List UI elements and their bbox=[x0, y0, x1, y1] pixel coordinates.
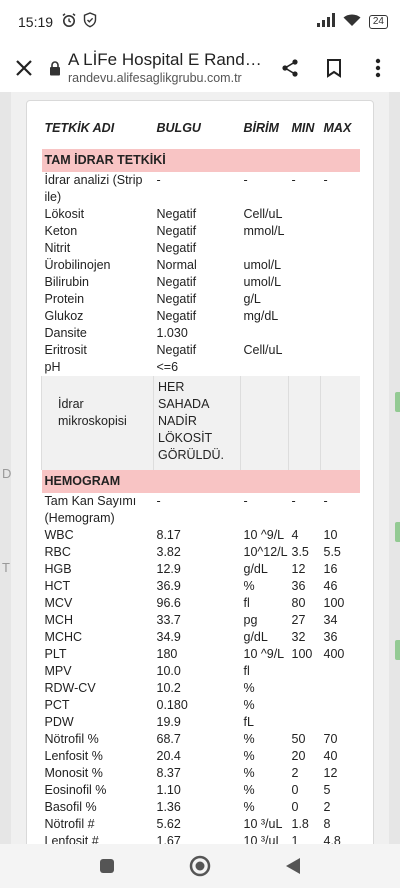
test-name: Dansite bbox=[44, 326, 87, 340]
test-min bbox=[289, 325, 321, 342]
table-row bbox=[42, 731, 360, 748]
test-result: 12.9 bbox=[156, 562, 181, 576]
test-result: Negatif bbox=[156, 207, 197, 221]
table-body bbox=[42, 149, 360, 844]
test-min: 50 bbox=[291, 732, 306, 746]
right-page-edge bbox=[389, 92, 400, 844]
edge-tab bbox=[395, 392, 400, 412]
test-result: 33.7 bbox=[156, 613, 181, 627]
test-max bbox=[321, 325, 360, 342]
test-unit: g/L bbox=[243, 292, 261, 306]
test-result: - bbox=[156, 173, 161, 187]
sub-empty-cell bbox=[321, 376, 360, 470]
test-max: 40 bbox=[323, 749, 338, 763]
test-unit: g/dL bbox=[243, 562, 268, 576]
test-name: Glukoz bbox=[44, 309, 84, 323]
test-result: 36.9 bbox=[156, 579, 181, 593]
test-max bbox=[321, 257, 360, 274]
test-unit: - bbox=[243, 173, 248, 187]
test-min bbox=[289, 274, 321, 291]
test-min bbox=[289, 359, 321, 376]
test-max: 16 bbox=[323, 562, 338, 576]
test-max bbox=[321, 308, 360, 325]
test-max: 400 bbox=[323, 647, 345, 661]
test-min bbox=[289, 206, 321, 223]
test-min: 100 bbox=[291, 647, 313, 661]
section-header bbox=[42, 149, 360, 172]
sub-empty-cell bbox=[241, 376, 289, 470]
test-min bbox=[289, 680, 321, 697]
test-max bbox=[321, 663, 360, 680]
test-name: PLT bbox=[44, 647, 67, 661]
test-min bbox=[289, 240, 321, 257]
table-row bbox=[42, 782, 360, 799]
test-result: Negatif bbox=[156, 343, 197, 357]
edge-letter: T bbox=[2, 560, 10, 575]
status-time: 15:19 bbox=[18, 14, 54, 30]
header-max: MAX bbox=[323, 121, 352, 135]
test-max: 5.5 bbox=[323, 545, 341, 559]
shield-check-icon bbox=[83, 12, 97, 33]
test-min bbox=[289, 714, 321, 731]
test-min bbox=[289, 697, 321, 714]
test-name: Nötrofil # bbox=[44, 817, 95, 831]
test-result: - bbox=[156, 494, 161, 508]
test-unit: % bbox=[243, 749, 255, 763]
section-title: TAM İDRAR TETKİKİ bbox=[42, 149, 360, 172]
bookmark-icon[interactable] bbox=[312, 44, 356, 92]
test-max: 34 bbox=[323, 613, 338, 627]
test-name: Lenfosit # bbox=[44, 834, 99, 844]
table-row bbox=[42, 544, 360, 561]
sub-test-result: HER SAHADA NADİR LÖKOSİT GÖRÜLDÜ. bbox=[154, 376, 241, 470]
test-max bbox=[321, 291, 360, 308]
test-name: PDW bbox=[44, 715, 74, 729]
test-min: 3.5 bbox=[291, 545, 309, 559]
table-row bbox=[42, 291, 360, 308]
edge-tab bbox=[395, 522, 400, 542]
table-row bbox=[42, 206, 360, 223]
test-max: - bbox=[323, 173, 328, 187]
table-row bbox=[42, 765, 360, 782]
page-viewport[interactable] bbox=[0, 92, 400, 844]
table-header-row bbox=[42, 114, 360, 149]
table-row bbox=[42, 240, 360, 257]
test-min: - bbox=[291, 494, 296, 508]
test-name: Bilirubin bbox=[44, 275, 89, 289]
test-name: MPV bbox=[44, 664, 72, 678]
test-max: 46 bbox=[323, 579, 338, 593]
test-unit: 10 ³/uL bbox=[243, 834, 283, 844]
test-min: 36 bbox=[291, 579, 306, 593]
table-row bbox=[42, 561, 360, 578]
test-result: 1.67 bbox=[156, 834, 181, 844]
test-unit: g/dL bbox=[243, 630, 268, 644]
home-circle-icon[interactable] bbox=[180, 846, 220, 886]
header-result: BULGU bbox=[156, 121, 201, 135]
table-row bbox=[42, 527, 360, 544]
test-max bbox=[321, 714, 360, 731]
test-unit: umol/L bbox=[243, 275, 282, 289]
test-unit: % bbox=[243, 783, 255, 797]
test-name: Lökosit bbox=[44, 207, 85, 221]
test-unit: Cell/uL bbox=[243, 207, 283, 221]
test-unit: mg/dL bbox=[243, 309, 279, 323]
test-min: 20 bbox=[291, 749, 306, 763]
test-name: Eritrosit bbox=[44, 343, 87, 357]
test-unit bbox=[241, 325, 289, 342]
table-row bbox=[42, 748, 360, 765]
table-row bbox=[42, 646, 360, 663]
test-unit: fl bbox=[243, 596, 250, 610]
test-unit: fl bbox=[243, 664, 250, 678]
test-min bbox=[289, 291, 321, 308]
test-min: 32 bbox=[291, 630, 306, 644]
test-name: Basofil % bbox=[44, 800, 97, 814]
table-row bbox=[42, 359, 360, 376]
browser-toolbar bbox=[0, 44, 400, 92]
test-unit bbox=[241, 240, 289, 257]
test-unit: 10^12/L bbox=[243, 545, 288, 559]
test-name: HCT bbox=[44, 579, 71, 593]
table-row bbox=[42, 172, 360, 206]
test-unit: % bbox=[243, 681, 255, 695]
test-unit: % bbox=[243, 800, 255, 814]
header-min: MIN bbox=[291, 121, 315, 135]
battery-icon: 24 bbox=[369, 15, 388, 29]
test-min: 0 bbox=[291, 783, 299, 797]
test-min bbox=[289, 223, 321, 240]
test-unit: Cell/uL bbox=[243, 343, 283, 357]
results-table bbox=[41, 114, 360, 844]
table-row bbox=[42, 663, 360, 680]
recents-square-icon[interactable] bbox=[87, 846, 127, 886]
sub-test-name: İdrar mikroskopisi bbox=[42, 376, 154, 470]
test-name: Protein bbox=[44, 292, 85, 306]
test-result: Negatif bbox=[156, 275, 197, 289]
test-min: 2 bbox=[291, 766, 299, 780]
test-result: 34.9 bbox=[156, 630, 181, 644]
test-name: WBC bbox=[44, 528, 74, 542]
header-unit: BİRİM bbox=[243, 121, 279, 135]
table-row bbox=[42, 595, 360, 612]
test-unit: mmol/L bbox=[243, 224, 285, 238]
test-unit: pg bbox=[243, 613, 258, 627]
test-unit: % bbox=[243, 698, 255, 712]
table-row bbox=[42, 629, 360, 646]
test-unit: % bbox=[243, 732, 255, 746]
table-row bbox=[42, 578, 360, 595]
edge-letter: D bbox=[2, 466, 12, 481]
test-name: Lenfosit % bbox=[44, 749, 103, 763]
sub-empty-cell bbox=[289, 376, 321, 470]
test-name: Nötrofil % bbox=[44, 732, 99, 746]
test-name: İdrar analizi (Strip ile) bbox=[44, 173, 143, 204]
table-row bbox=[42, 342, 360, 359]
test-max bbox=[321, 359, 360, 376]
test-max bbox=[321, 342, 360, 359]
test-min: 4 bbox=[291, 528, 299, 542]
test-min: 12 bbox=[291, 562, 306, 576]
test-result: <=6 bbox=[156, 360, 179, 374]
table-row bbox=[42, 308, 360, 325]
table-row bbox=[42, 833, 360, 844]
table-row bbox=[42, 274, 360, 291]
system-nav-bar bbox=[0, 844, 400, 888]
test-max bbox=[321, 680, 360, 697]
test-name: Nitrit bbox=[44, 241, 71, 255]
page-title: A LİFe Hospital E Rand… bbox=[68, 50, 262, 69]
test-max bbox=[321, 223, 360, 240]
test-result: 96.6 bbox=[156, 596, 181, 610]
test-result: 3.82 bbox=[156, 545, 181, 559]
test-result: 0.180 bbox=[156, 698, 188, 712]
test-name: RBC bbox=[44, 545, 71, 559]
test-min bbox=[289, 342, 321, 359]
test-min: 27 bbox=[291, 613, 306, 627]
address-area[interactable] bbox=[68, 50, 268, 86]
test-name: Monosit % bbox=[44, 766, 103, 780]
test-min bbox=[289, 308, 321, 325]
lock-icon bbox=[48, 61, 62, 76]
test-result: 68.7 bbox=[156, 732, 181, 746]
table-row bbox=[42, 714, 360, 731]
test-name: MCH bbox=[44, 613, 73, 627]
table-row bbox=[42, 612, 360, 629]
table-row bbox=[42, 325, 360, 342]
back-triangle-icon[interactable] bbox=[273, 846, 313, 886]
table-row bbox=[42, 799, 360, 816]
left-page-edge bbox=[0, 92, 11, 844]
test-result: Negatif bbox=[156, 292, 197, 306]
test-max: - bbox=[323, 494, 328, 508]
test-result: 19.9 bbox=[156, 715, 181, 729]
sub-table-row bbox=[42, 376, 360, 470]
test-name: HGB bbox=[44, 562, 72, 576]
test-name: PCT bbox=[44, 698, 70, 712]
test-max: 8 bbox=[323, 817, 331, 831]
header-name: TETKİK ADI bbox=[44, 121, 115, 135]
wifi-icon bbox=[343, 13, 361, 32]
test-unit: 10 ³/uL bbox=[243, 817, 283, 831]
test-name: RDW-CV bbox=[44, 681, 96, 695]
test-result: Negatif bbox=[156, 309, 197, 323]
share-icon[interactable] bbox=[268, 44, 312, 92]
test-max: 70 bbox=[323, 732, 338, 746]
test-name: Ürobilinojen bbox=[44, 258, 111, 272]
test-max: 2 bbox=[323, 800, 331, 814]
edge-tab bbox=[395, 640, 400, 660]
table-row bbox=[42, 680, 360, 697]
test-max: 100 bbox=[323, 596, 345, 610]
test-result: Negatif bbox=[156, 224, 197, 238]
test-name: MCHC bbox=[44, 630, 82, 644]
table-row bbox=[42, 223, 360, 240]
test-unit: fL bbox=[243, 715, 254, 729]
test-result: 10.0 bbox=[156, 664, 181, 678]
test-unit bbox=[241, 359, 289, 376]
close-icon[interactable] bbox=[0, 44, 48, 92]
test-max bbox=[321, 206, 360, 223]
test-min: 80 bbox=[291, 596, 306, 610]
test-result: 8.17 bbox=[156, 528, 181, 542]
table-row bbox=[42, 697, 360, 714]
test-name: pH bbox=[44, 360, 61, 374]
test-result: 180 bbox=[156, 647, 178, 661]
status-bar bbox=[0, 0, 400, 44]
test-name: MCV bbox=[44, 596, 73, 610]
test-unit: 10 ^9/L bbox=[243, 647, 285, 661]
test-name: Tam Kan Sayımı (Hemogram) bbox=[44, 494, 137, 525]
test-min: 1 bbox=[291, 834, 299, 844]
test-result: 10.2 bbox=[156, 681, 181, 695]
test-max bbox=[321, 697, 360, 714]
test-min bbox=[289, 257, 321, 274]
alarm-icon bbox=[61, 12, 77, 33]
test-min bbox=[289, 663, 321, 680]
test-min: 0 bbox=[291, 800, 299, 814]
table-row bbox=[42, 816, 360, 833]
page-url: randevu.alifesaglikgrubu.com.tr bbox=[68, 71, 242, 85]
signal-icon bbox=[317, 13, 335, 32]
test-max: 12 bbox=[323, 766, 338, 780]
test-name: Eosinofil % bbox=[44, 783, 107, 797]
test-result: Normal bbox=[156, 258, 197, 272]
test-result: Negatif bbox=[156, 241, 197, 255]
test-max: 5 bbox=[323, 783, 331, 797]
test-max bbox=[321, 274, 360, 291]
test-unit: - bbox=[243, 494, 248, 508]
more-vert-icon[interactable] bbox=[356, 44, 400, 92]
test-unit: % bbox=[243, 579, 255, 593]
test-result: 1.030 bbox=[156, 326, 188, 340]
test-result: 8.37 bbox=[156, 766, 181, 780]
table-row bbox=[42, 257, 360, 274]
test-min: - bbox=[291, 173, 296, 187]
test-name: Keton bbox=[44, 224, 78, 238]
test-unit: % bbox=[243, 766, 255, 780]
test-result: 1.36 bbox=[156, 800, 181, 814]
section-title: HEMOGRAM bbox=[42, 470, 360, 493]
test-unit: 10 ^9/L bbox=[243, 528, 285, 542]
test-result: 20.4 bbox=[156, 749, 181, 763]
test-max: 4.8 bbox=[323, 834, 341, 844]
table-row bbox=[42, 493, 360, 527]
section-header bbox=[42, 470, 360, 493]
test-result: 5.62 bbox=[156, 817, 181, 831]
test-max bbox=[321, 240, 360, 257]
test-min: 1.8 bbox=[291, 817, 309, 831]
test-max: 36 bbox=[323, 630, 338, 644]
test-max: 10 bbox=[323, 528, 338, 542]
test-result: 1.10 bbox=[156, 783, 181, 797]
test-unit: umol/L bbox=[243, 258, 282, 272]
